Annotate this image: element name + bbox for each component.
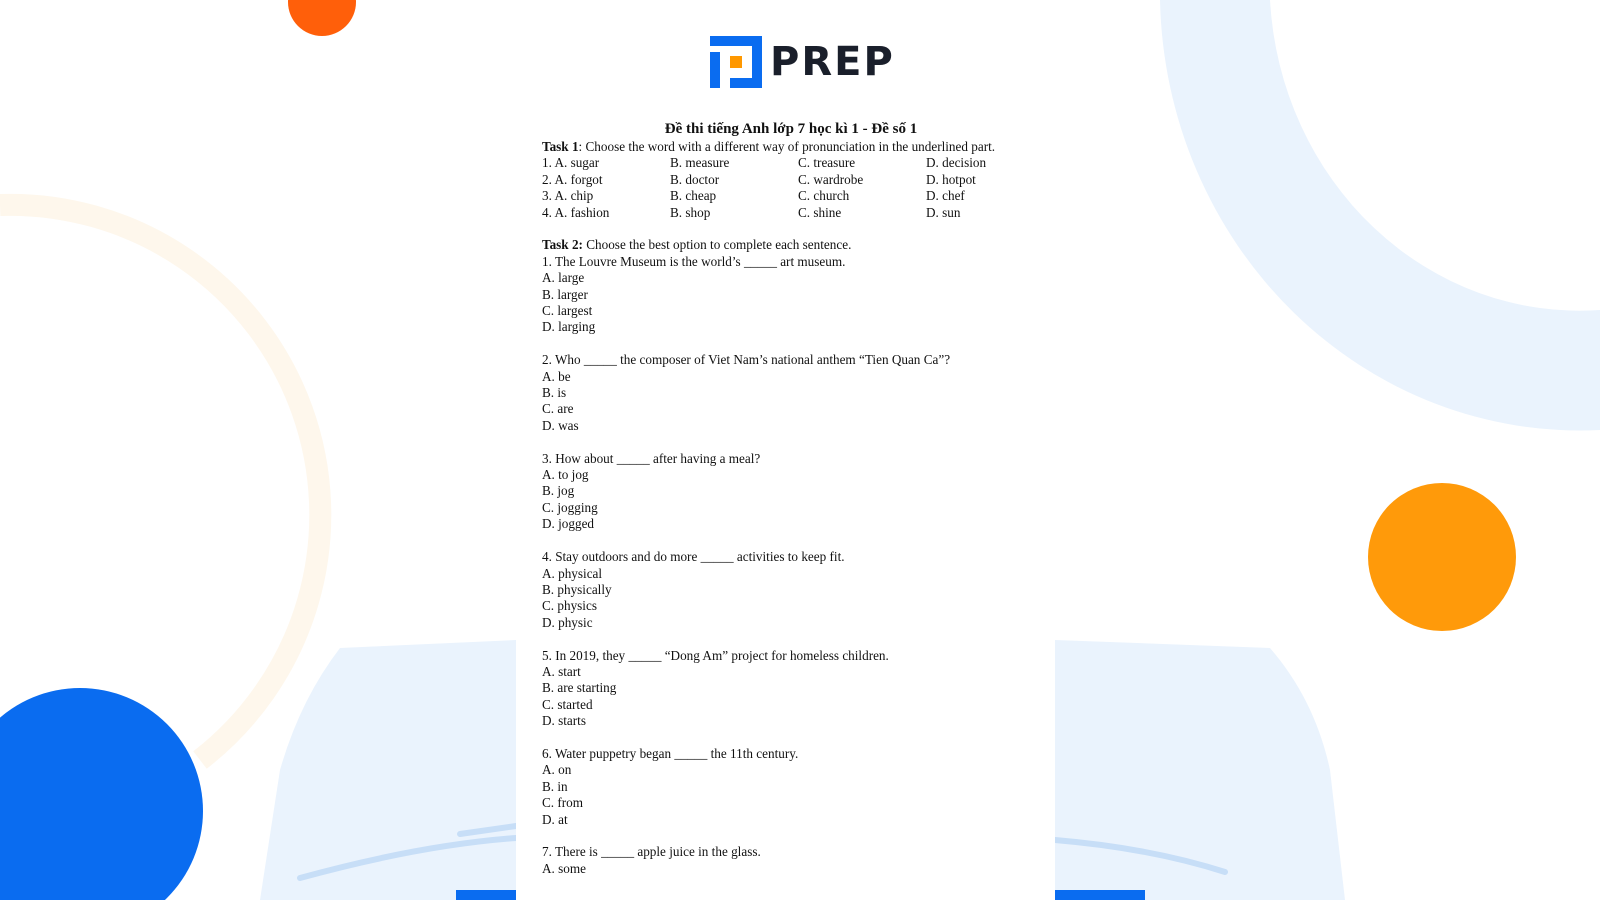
spacer: [542, 828, 1042, 844]
answer-option: B. jog: [542, 483, 575, 499]
answer-option: C. physics: [542, 598, 597, 614]
exam-document: [542, 120, 1042, 877]
prep-logo-icon: [710, 36, 762, 88]
spacer: [542, 434, 1042, 450]
spacer: [542, 533, 1042, 549]
question-block: [542, 352, 1042, 434]
answer-option: B. in: [542, 778, 568, 794]
question-block: [542, 648, 1042, 730]
answer-option: D. jogged: [542, 516, 595, 532]
pronunciation-option: C. shine: [798, 204, 842, 220]
answer-option: B. physically: [542, 581, 612, 597]
question-block: [542, 254, 1042, 336]
brand-name: PREP: [770, 39, 895, 85]
task1-instruction: : Choose the word with a different way of pronunciation in the underlined part.: [578, 139, 996, 154]
question-text: 7. There is _____ apple juice in the glass.: [542, 844, 761, 860]
answer-option: A. large: [542, 270, 585, 286]
answer-option: D. at: [542, 811, 568, 827]
question-block: [542, 746, 1042, 828]
question-block: [542, 451, 1042, 533]
answer-option: A. physical: [542, 565, 603, 581]
spacer: [542, 631, 1042, 647]
pronunciation-option: D. hotpot: [926, 171, 976, 187]
question-text: 1. The Louvre Museum is the world’s _____ art museum.: [542, 253, 846, 269]
pronunciation-option: D. sun: [926, 204, 961, 220]
question-block: [542, 844, 1042, 877]
pronunciation-option: B. cheap: [670, 188, 717, 204]
exam-paper: [516, 104, 1055, 900]
answer-option: B. larger: [542, 286, 588, 302]
question-text: 2. Who _____ the composer of Viet Nam’s national anthem “Tien Quan Ca”?: [542, 352, 951, 368]
pronunciation-option: 3. A. chip: [542, 188, 594, 204]
answer-option: C. from: [542, 795, 584, 811]
pronunciation-option: B. doctor: [670, 171, 720, 187]
pronunciation-row: [542, 172, 1042, 188]
right-orange-circle: [1368, 483, 1516, 631]
spacer: [542, 336, 1042, 352]
question-text: 5. In 2019, they _____ “Dong Am” project for homeless children.: [542, 647, 889, 663]
answer-option: B. are starting: [542, 680, 617, 696]
bottom-blue-strip-right: [1055, 890, 1145, 900]
answer-option: C. largest: [542, 303, 593, 319]
pronunciation-row: [542, 205, 1042, 221]
pronunciation-row: [542, 155, 1042, 171]
top-orange-circle: [288, 0, 356, 36]
answer-option: D. physic: [542, 614, 593, 630]
answer-option: D. was: [542, 417, 579, 433]
task1-table: [542, 155, 1042, 221]
pronunciation-option: C. treasure: [798, 155, 856, 171]
pronunciation-option: 2. A. forgot: [542, 171, 603, 187]
pronunciation-option: D. decision: [926, 155, 987, 171]
answer-option: A. start: [542, 663, 581, 679]
answer-option: A. some: [542, 860, 586, 876]
answer-option: C. started: [542, 696, 593, 712]
answer-option: D. larging: [542, 319, 596, 335]
top-right-arc: [1160, 0, 1600, 431]
answer-option: A. on: [542, 762, 572, 778]
answer-option: A. be: [542, 368, 571, 384]
pronunciation-option: B. shop: [670, 204, 711, 220]
task2-label: Task 2:: [542, 237, 583, 253]
spacer: [542, 730, 1042, 746]
task1-label: Task 1: [542, 139, 579, 154]
pronunciation-option: B. measure: [670, 155, 730, 171]
question-block: [542, 549, 1042, 631]
prep-logo: [710, 36, 895, 88]
pronunciation-option: D. chef: [926, 188, 965, 204]
pronunciation-row: [542, 188, 1042, 204]
book-shape-right: [1055, 640, 1345, 900]
answer-option: C. are: [542, 401, 574, 417]
task1-heading: [542, 139, 1042, 155]
answer-option: B. is: [542, 385, 567, 401]
pronunciation-option: 1. A. sugar: [542, 155, 600, 171]
spacer: [542, 221, 1042, 237]
task2-heading: [542, 237, 1042, 253]
answer-option: D. starts: [542, 713, 586, 729]
bottom-blue-strip-left: [456, 890, 516, 900]
bottom-left-blue-circle: [0, 688, 203, 900]
question-text: 3. How about _____ after having a meal?: [542, 450, 761, 466]
answer-option: C. jogging: [542, 499, 598, 515]
document-title: Đề thi tiếng Anh lớp 7 học kì 1 - Đề số 1: [664, 121, 918, 137]
task2-questions: [542, 254, 1042, 877]
task2-instruction: Choose the best option to complete each sentence.: [582, 237, 852, 253]
book-shape-left: [260, 640, 516, 900]
question-text: 4. Stay outdoors and do more _____ activities to keep fit.: [542, 549, 845, 565]
question-text: 6. Water puppetry began _____ the 11th century.: [542, 745, 799, 761]
answer-option: A. to jog: [542, 467, 589, 483]
pronunciation-option: C. church: [798, 188, 850, 204]
pronunciation-option: C. wardrobe: [798, 171, 864, 187]
pronunciation-option: 4. A. fashion: [542, 204, 610, 220]
left-ring: [0, 205, 320, 760]
